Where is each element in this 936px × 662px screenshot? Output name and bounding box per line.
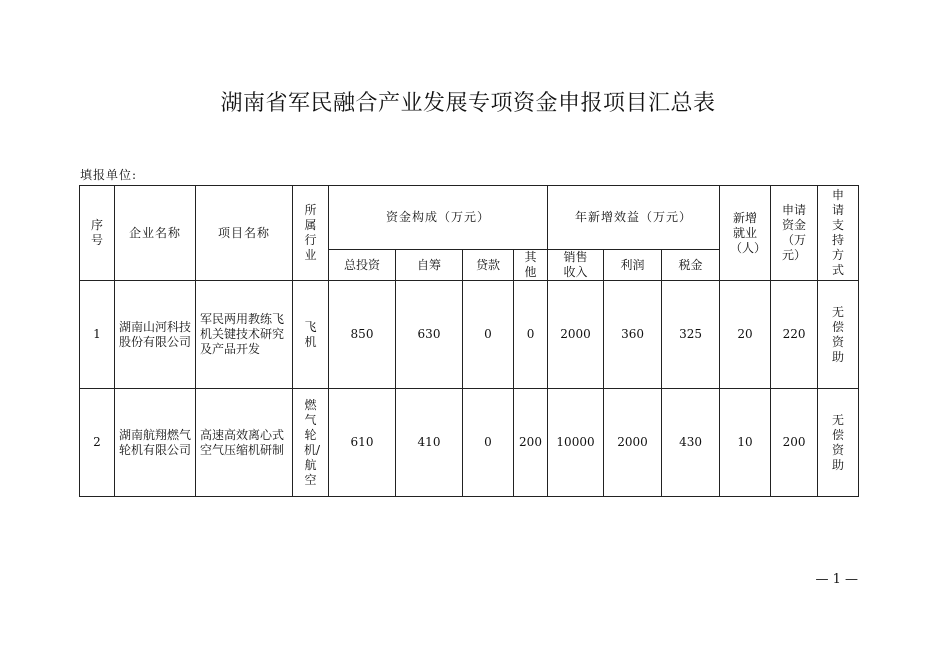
table-row (80, 281, 859, 389)
col-header-self-raised: 自筹 (396, 250, 463, 281)
cell-project: 军民两用教练飞机关键技术研究及产品开发 (196, 281, 293, 389)
col-header-other: 其他 (514, 250, 548, 281)
page-number: — 1 — (815, 572, 858, 587)
cell-company: 湖南山河科技股份有限公司 (115, 281, 196, 389)
reporting-unit-label: 填报单位: (80, 168, 138, 182)
cell-profit: 2000 (604, 389, 662, 497)
cell-company: 湖南航翔燃气轮机有限公司 (115, 389, 196, 497)
cell-total-investment: 850 (329, 281, 396, 389)
cell-sales: 2000 (548, 281, 604, 389)
cell-self-raised: 630 (396, 281, 463, 389)
col-header-support-mode: 申请支持方式 (818, 186, 859, 281)
col-header-company: 企业名称 (115, 186, 196, 281)
cell-new-jobs: 10 (720, 389, 771, 497)
header-row-1 (80, 186, 859, 250)
cell-support-mode: 无偿资助 (818, 281, 859, 389)
cell-seq: 2 (80, 389, 115, 497)
cell-industry: 燃气轮机/航空 (293, 389, 329, 497)
col-header-seq: 序号 (80, 186, 115, 281)
cell-seq: 1 (80, 281, 115, 389)
col-header-sales: 销售收入 (548, 250, 604, 281)
cell-total-investment: 610 (329, 389, 396, 497)
col-header-applied-funds: 申请资金（万元） (771, 186, 818, 281)
col-header-tax: 税金 (662, 250, 720, 281)
cell-profit: 360 (604, 281, 662, 389)
cell-other: 0 (514, 281, 548, 389)
col-header-total-investment: 总投资 (329, 250, 396, 281)
col-header-industry: 所属行业 (293, 186, 329, 281)
col-header-funding-group: 资金构成（万元） (329, 186, 548, 250)
col-header-profit: 利润 (604, 250, 662, 281)
col-header-loan: 贷款 (463, 250, 514, 281)
cell-applied-funds: 220 (771, 281, 818, 389)
col-header-benefit-group: 年新增效益（万元） (548, 186, 720, 250)
cell-project: 高速高效离心式空气压缩机研制 (196, 389, 293, 497)
cell-other: 200 (514, 389, 548, 497)
cell-loan: 0 (463, 389, 514, 497)
document-title: 湖南省军民融合产业发展专项资金申报项目汇总表 (220, 91, 716, 116)
cell-loan: 0 (463, 281, 514, 389)
cell-tax: 430 (662, 389, 720, 497)
cell-self-raised: 410 (396, 389, 463, 497)
summary-table (79, 185, 859, 497)
cell-industry: 飞机 (293, 281, 329, 389)
cell-tax: 325 (662, 281, 720, 389)
cell-support-mode: 无偿资助 (818, 389, 859, 497)
cell-new-jobs: 20 (720, 281, 771, 389)
col-header-project: 项目名称 (196, 186, 293, 281)
table-row (80, 389, 859, 497)
col-header-new-jobs: 新增就业（人） (720, 186, 771, 281)
cell-applied-funds: 200 (771, 389, 818, 497)
cell-sales: 10000 (548, 389, 604, 497)
